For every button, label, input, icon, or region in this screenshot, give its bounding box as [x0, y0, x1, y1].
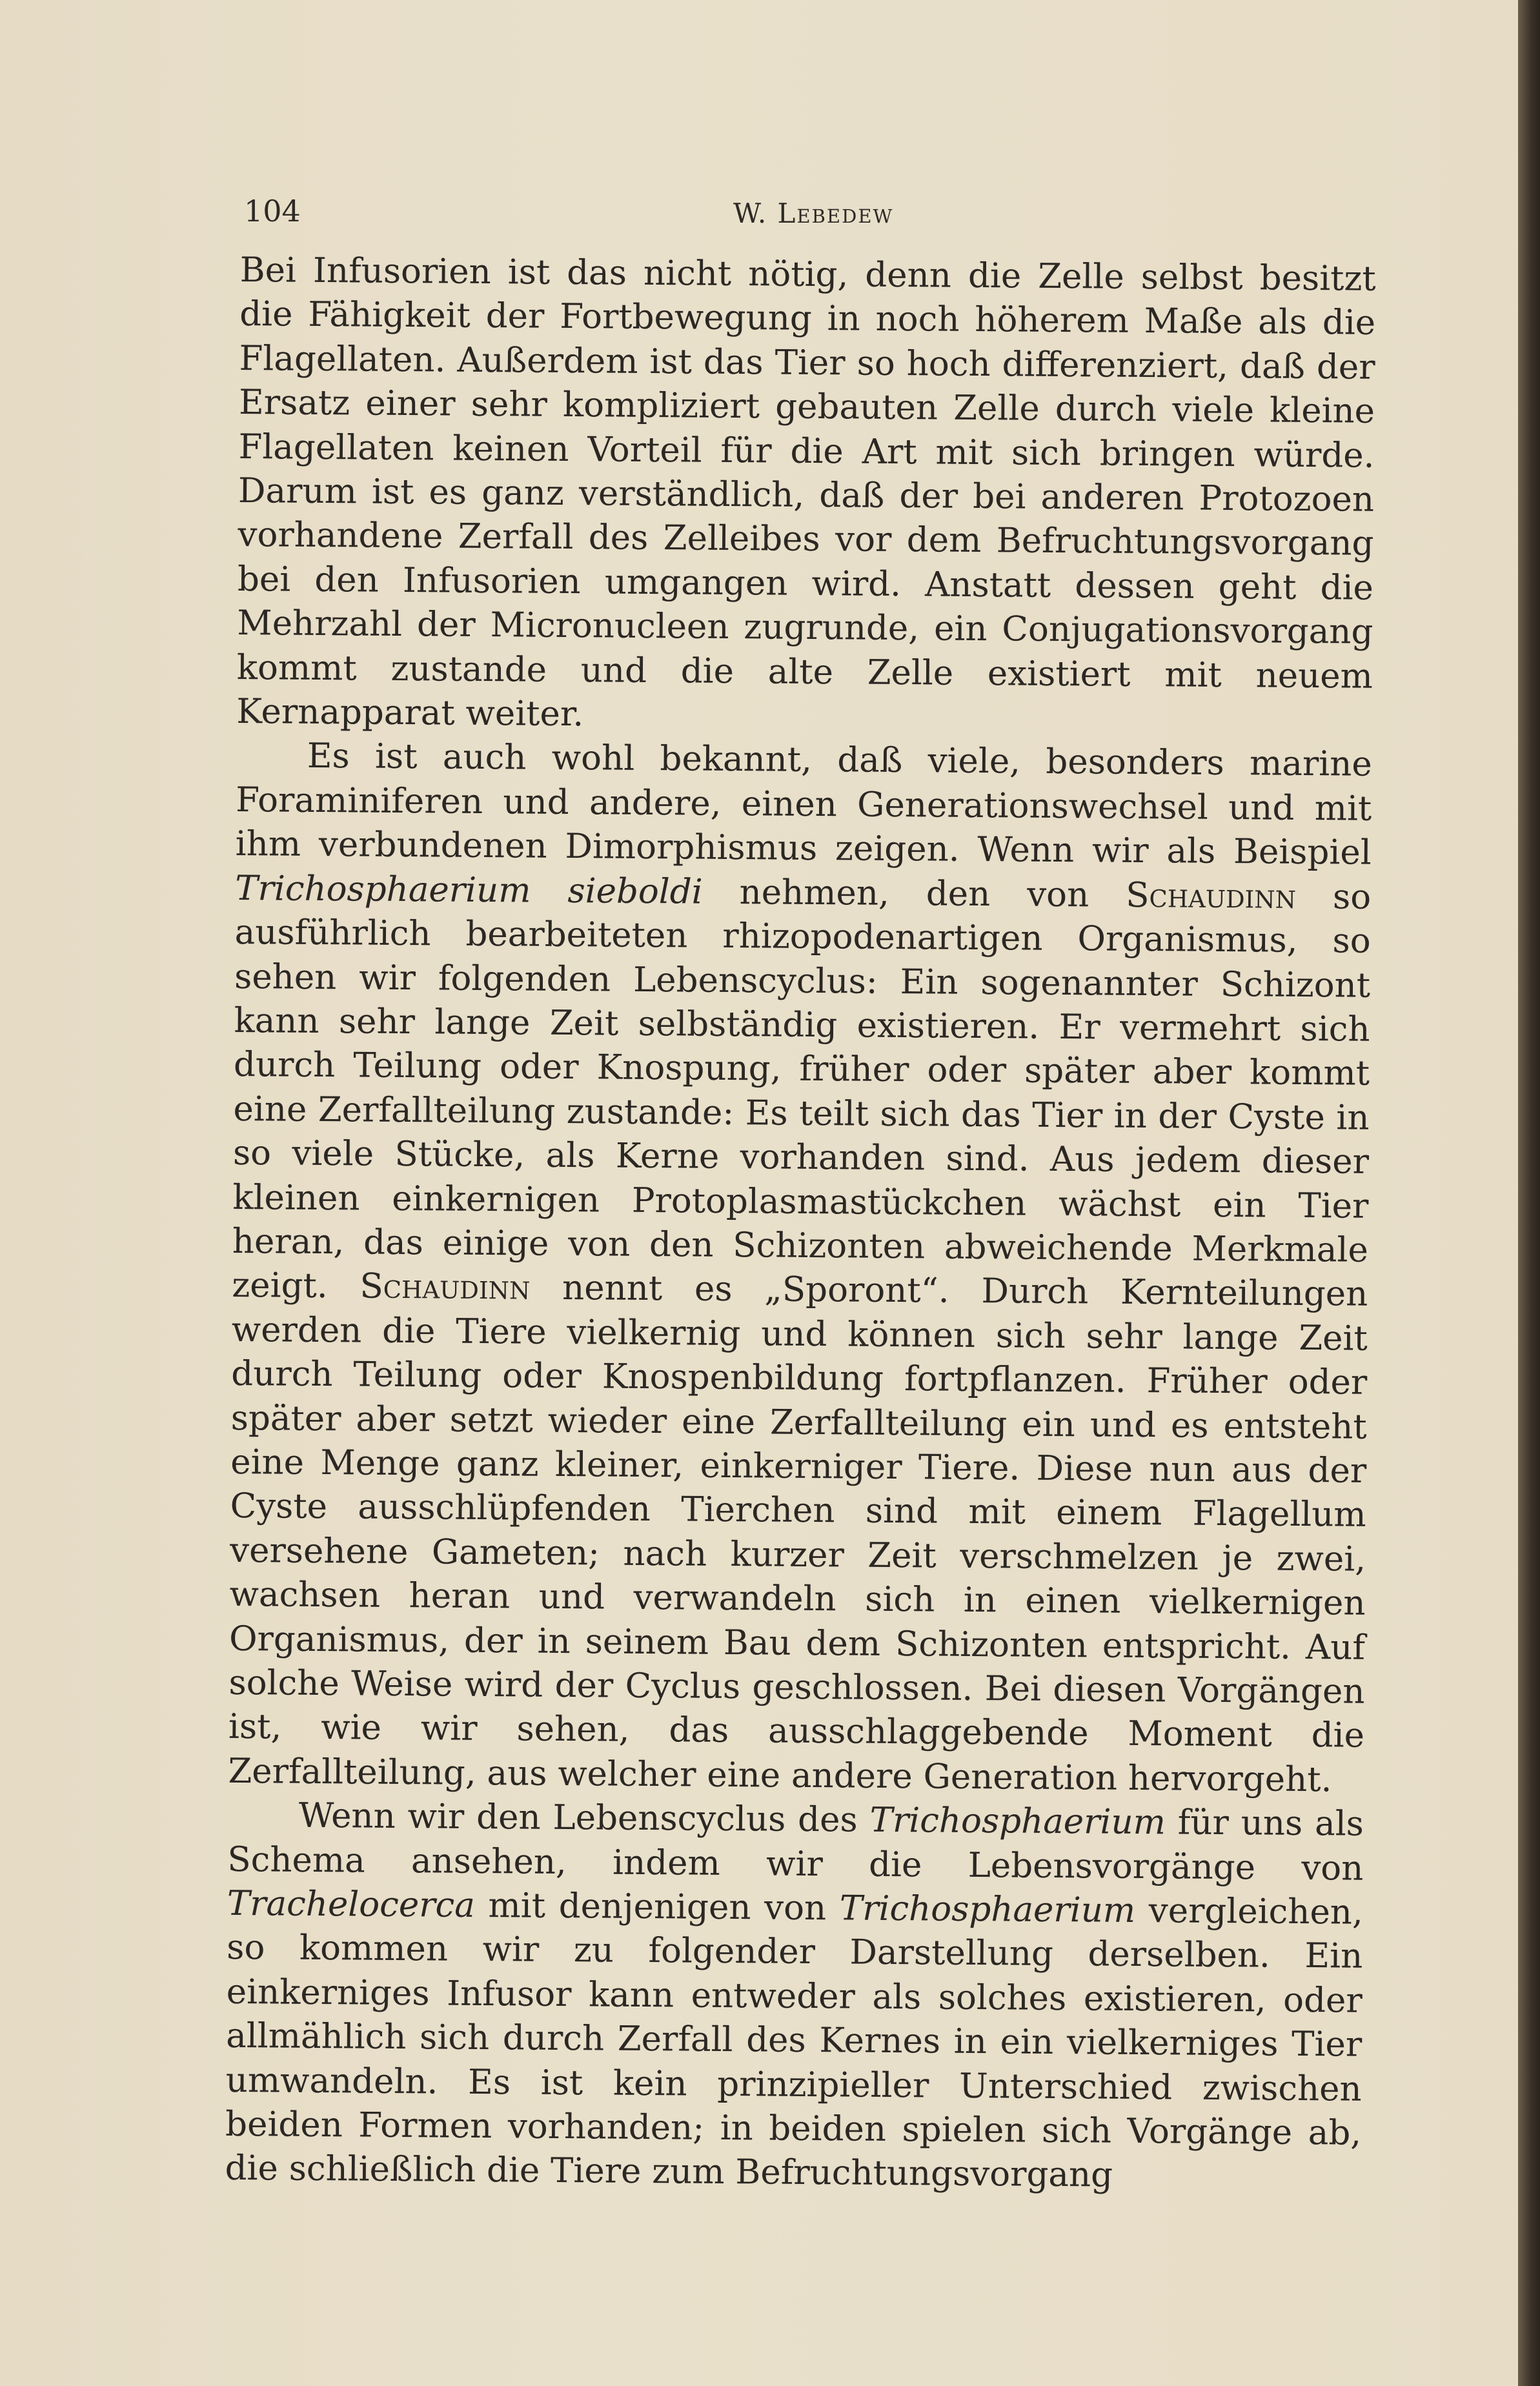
body-text: [225, 248, 1376, 2200]
paragraph-1: [236, 248, 1376, 743]
paragraph-3: [225, 1794, 1364, 2199]
species-name: Trichosphaerium sieboldi: [234, 868, 703, 912]
page-number: 104: [244, 194, 301, 228]
p2-segment-4: nennt es „Sporont“. Durch Kernteilungen werden die Tiere vielkernig und können sich sehr lange Zeit durch Teilung oder Knospenbildung fortpflanzen. Früher oder später aber setzt wieder eine Zerfallteilung ein und es entsteht eine Menge ganz kleiner, einkerniger Tiere. Diese nun aus der Cyste ausschlüpfenden Tierchen sind mit einem Flagellum versehene Gameten; nach kurzer Zeit verschmelzen je zwei, wachsen heran und verwandeln sich in einen vielkernigen Organismus, der in seinem Bau dem Schizonten entspricht. Auf solche Weise wird der Cyclus geschlossen. Bei diesen Vorgängen ist, wie wir sehen, das ausschlaggebende Moment die Zerfallteilung, aus welcher eine andere Generation hervorgeht.: [228, 1268, 1368, 1800]
page-header: [244, 194, 1380, 239]
p2-segment-3: so ausführlich bearbeiteten rhizopodenartigen Organismus, so sehen wir folgenden Lebenscyclus: Ein sogenannter Schizont kann sehr lange Zeit selbständig existieren. Er vermehrt sich durch Teilung oder Knospung, früher oder später aber kommt eine Zerfallteilung zustande: Es teilt sich das Tier in der Cyste in so viele Stücke, als Kerne vorhanden sind. Aus jedem dieser kleinen einkernigen Protoplasmastückchen wächst ein Tier heran, das einige von den Schizonten abweichende Merkmale zeigt.: [232, 876, 1372, 1306]
paragraph-2: [228, 734, 1372, 1803]
paragraph-1-text: Bei Infusorien ist das nicht nötig, denn die Zelle selbst besitzt die Fähigkeit der Fortbewegung in noch höherem Maße als die Flagellaten. Außerdem ist das Tier so hoch differenziert, daß der Ersatz einer sehr kompliziert gebauten Zelle durch viele kleine Flagellaten keinen Vorteil für die Art mit sich bringen würde. Darum ist es ganz verständlich, daß der bei anderen Protozoen vorhandene Zerfall des Zelleibes vor dem Befruchtungsvorgang bei den Infusorien umgangen wird. Anstatt dessen geht die Mehrzahl der Micronucleen zugrunde, ein Conjugationsvorgang kommt zustande und die alte Zelle existiert mit neuem Kernapparat weiter.: [236, 250, 1376, 734]
species-name: Trichosphaerium: [839, 1888, 1136, 1931]
p2-segment-2: nehmen, den von: [702, 872, 1126, 915]
p3-segment-3: mit denjenigen von: [474, 1885, 840, 1928]
species-name: Trichosphaerium: [869, 1800, 1166, 1843]
author-name: Schaudinn: [360, 1266, 531, 1308]
binding-edge-shadow: [1518, 0, 1540, 2386]
author-name: Schaudinn: [1125, 875, 1297, 916]
p2-segment-1: Es ist auch wohl bekannt, daß viele, besonders marine Foraminiferen und andere, einen Generationswechsel und mit ihm verbundenen Dimorphismus zeigen. Wenn wir als Beispiel: [235, 736, 1373, 873]
species-name: Trachelocerca: [227, 1883, 476, 1925]
running-head: W. Lebedew: [733, 197, 894, 229]
p3-segment-2: für uns als Schema ansehen, indem wir die Lebensvorgänge von: [227, 1803, 1364, 1888]
p3-segment-1: Wenn wir den Lebenscyclus des: [298, 1796, 870, 1840]
p3-segment-4: vergleichen, so kommen wir zu folgender Darstellung derselben. Ein einkerniges Infusor kann entweder als solches existieren, oder allmählich sich durch Zerfall des Kernes in ein vielkerniges Tier umwandeln. Es ist kein prinzipieller Unterschied zwischen beiden Formen vorhanden; in beiden spielen sich Vorgänge ab, die schließlich die Tiere zum Befruchtungsvorgang: [225, 1891, 1364, 2196]
